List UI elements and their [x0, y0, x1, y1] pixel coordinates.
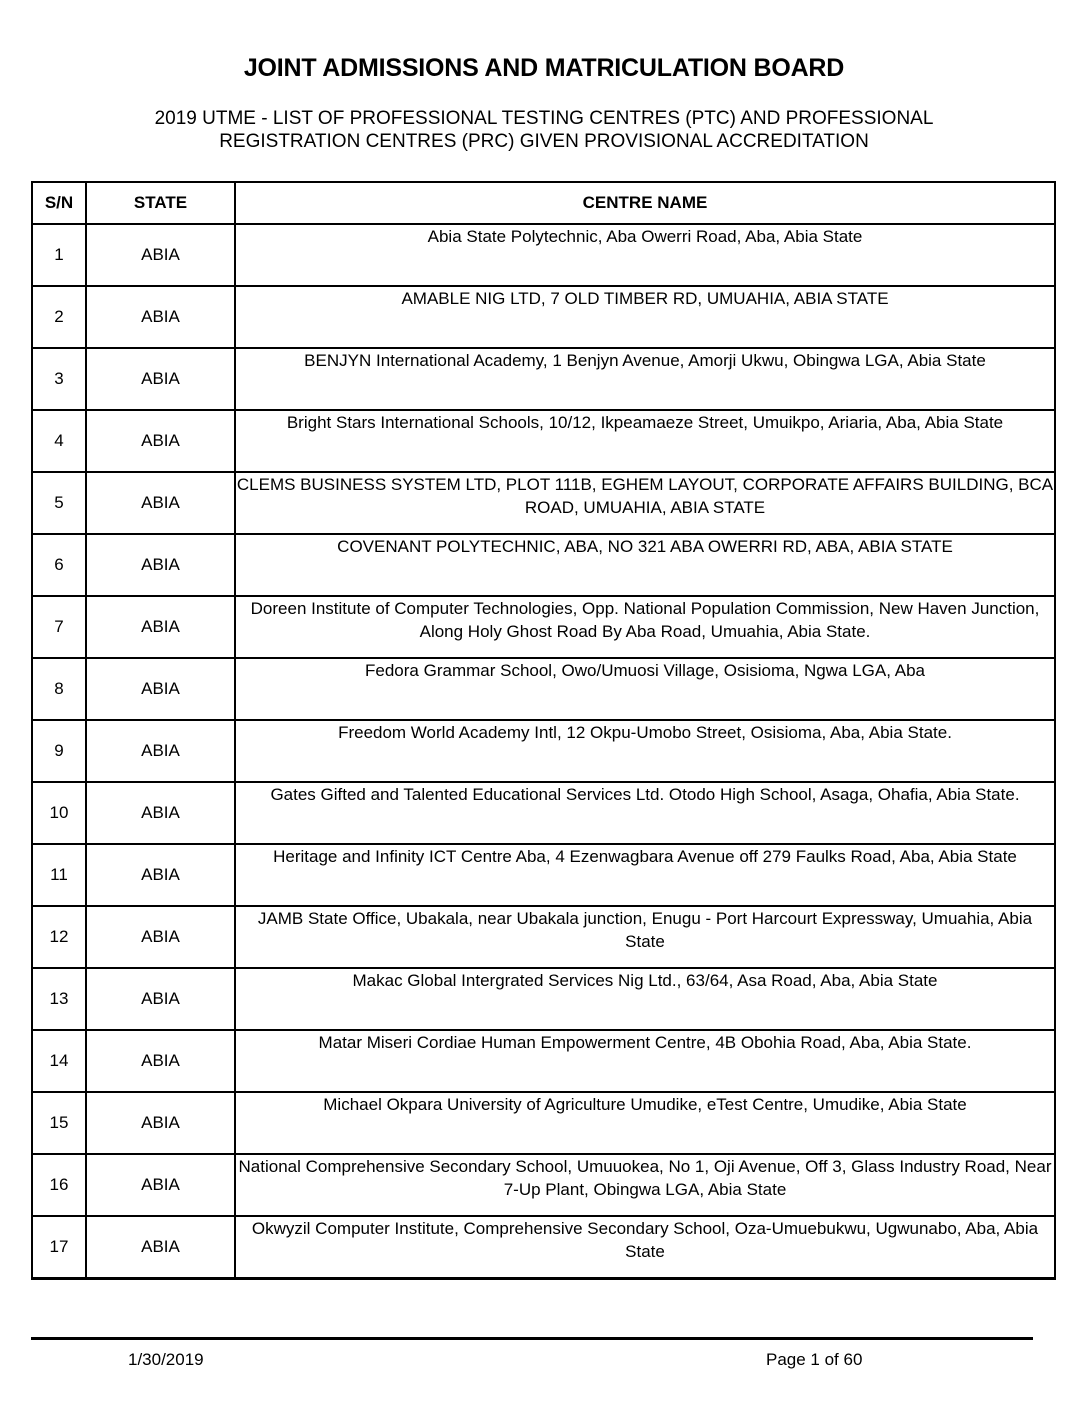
row-state: ABIA: [86, 844, 235, 906]
row-sn: 17: [32, 1216, 86, 1279]
row-centre-name: Makac Global Intergrated Services Nig Ltd., 63/64, Asa Road, Aba, Abia State: [235, 968, 1055, 1030]
row-sn: 1: [32, 224, 86, 286]
row-sn: 15: [32, 1092, 86, 1154]
header-centre-name: CENTRE NAME: [235, 182, 1055, 224]
row-centre-name: Michael Okpara University of Agriculture Umudike, eTest Centre, Umudike, Abia State: [235, 1092, 1055, 1154]
row-centre-name: JAMB State Office, Ubakala, near Ubakala junction, Enugu - Port Harcourt Expressway, Umuahia, Abia State: [235, 906, 1055, 968]
document-title: JOINT ADMISSIONS AND MATRICULATION BOARD: [243, 54, 845, 82]
row-state: ABIA: [86, 906, 235, 968]
footer-date: 1/30/2019: [128, 1350, 204, 1369]
row-centre-name: AMABLE NIG LTD, 7 OLD TIMBER RD, UMUAHIA, ABIA STATE: [235, 286, 1055, 348]
row-sn: 8: [32, 658, 86, 720]
row-sn: 13: [32, 968, 86, 1030]
row-state: ABIA: [86, 534, 235, 596]
document-subtitle: [0, 107, 1088, 153]
row-sn: 12: [32, 906, 86, 968]
row-centre-name: Okwyzil Computer Institute, Comprehensive Secondary School, Oza-Umuebukwu, Ugwunabo, Aba, Abia State: [235, 1216, 1055, 1279]
row-centre-name: Freedom World Academy Intl, 12 Okpu-Umobo Street, Osisioma, Aba, Abia State.: [235, 720, 1055, 782]
table-header-row: [32, 182, 1055, 224]
table-row: [32, 596, 1055, 658]
row-centre-name: Matar Miseri Cordiae Human Empowerment Centre, 4B Obohia Road, Aba, Abia State.: [235, 1030, 1055, 1092]
row-centre-name: COVENANT POLYTECHNIC, ABA, NO 321 ABA OWERRI RD, ABA, ABIA STATE: [235, 534, 1055, 596]
subtitle-line-2: REGISTRATION CENTRES (PRC) GIVEN PROVISIONAL ACCREDITATION: [219, 131, 869, 152]
header-sn: S/N: [32, 182, 86, 224]
row-sn: 7: [32, 596, 86, 658]
row-state: ABIA: [86, 1154, 235, 1216]
table-row: [32, 844, 1055, 906]
table-row: [32, 1154, 1055, 1216]
row-state: ABIA: [86, 1216, 235, 1279]
table-row: [32, 782, 1055, 844]
table-row: [32, 1030, 1055, 1092]
table-row: [32, 720, 1055, 782]
row-centre-name: Fedora Grammar School, Owo/Umuosi Village, Osisioma, Ngwa LGA, Aba: [235, 658, 1055, 720]
row-centre-name: BENJYN International Academy, 1 Benjyn Avenue, Amorji Ukwu, Obingwa LGA, Abia State: [235, 348, 1055, 410]
row-state: ABIA: [86, 286, 235, 348]
row-sn: 11: [32, 844, 86, 906]
row-sn: 9: [32, 720, 86, 782]
row-state: ABIA: [86, 410, 235, 472]
row-state: ABIA: [86, 224, 235, 286]
row-sn: 2: [32, 286, 86, 348]
subtitle-line-1: 2019 UTME - LIST OF PROFESSIONAL TESTING CENTRES (PTC) AND PROFESSIONAL: [154, 108, 934, 129]
table-row: [32, 534, 1055, 596]
table-row: [32, 348, 1055, 410]
row-centre-name: CLEMS BUSINESS SYSTEM LTD, PLOT 111B, EGHEM LAYOUT, CORPORATE AFFAIRS BUILDING, BCA ROAD, UMUAHIA, ABIA STATE: [235, 472, 1055, 534]
table-row: [32, 224, 1055, 286]
table-row: [32, 968, 1055, 1030]
row-state: ABIA: [86, 720, 235, 782]
row-state: ABIA: [86, 472, 235, 534]
row-state: ABIA: [86, 658, 235, 720]
table-row: [32, 410, 1055, 472]
table-row: [32, 472, 1055, 534]
row-centre-name: National Comprehensive Secondary School, Umuuokea, No 1, Oji Avenue, Off 3, Glass Industry Road, Near 7-Up Plant, Obingwa LGA, Abia State: [235, 1154, 1055, 1216]
row-state: ABIA: [86, 1030, 235, 1092]
centres-table: [31, 181, 1056, 1280]
footer-page-number: Page 1 of 60: [766, 1350, 863, 1369]
row-sn: 5: [32, 472, 86, 534]
footer-divider: [31, 1337, 1033, 1340]
row-centre-name: Gates Gifted and Talented Educational Services Ltd. Otodo High School, Asaga, Ohafia, Abia State.: [235, 782, 1055, 844]
row-state: ABIA: [86, 968, 235, 1030]
row-state: ABIA: [86, 596, 235, 658]
row-sn: 4: [32, 410, 86, 472]
row-sn: 14: [32, 1030, 86, 1092]
table-row: [32, 1092, 1055, 1154]
row-sn: 3: [32, 348, 86, 410]
row-centre-name: Abia State Polytechnic, Aba Owerri Road, Aba, Abia State: [235, 224, 1055, 286]
table-row: [32, 658, 1055, 720]
row-state: ABIA: [86, 782, 235, 844]
table-row: [32, 1216, 1055, 1279]
row-centre-name: Heritage and Infinity ICT Centre Aba, 4 Ezenwagbara Avenue off 279 Faulks Road, Aba, Abia State: [235, 844, 1055, 906]
row-sn: 10: [32, 782, 86, 844]
table-row: [32, 286, 1055, 348]
row-state: ABIA: [86, 1092, 235, 1154]
row-centre-name: Doreen Institute of Computer Technologies, Opp. National Population Commission, New Haven Junction, Along Holy Ghost Road By Aba Road, Umuahia, Abia State.: [235, 596, 1055, 658]
header-state: STATE: [86, 182, 235, 224]
table-row: [32, 906, 1055, 968]
row-centre-name: Bright Stars International Schools, 10/12, Ikpeamaeze Street, Umuikpo, Ariaria, Aba, Abia State: [235, 410, 1055, 472]
row-state: ABIA: [86, 348, 235, 410]
row-sn: 16: [32, 1154, 86, 1216]
row-sn: 6: [32, 534, 86, 596]
